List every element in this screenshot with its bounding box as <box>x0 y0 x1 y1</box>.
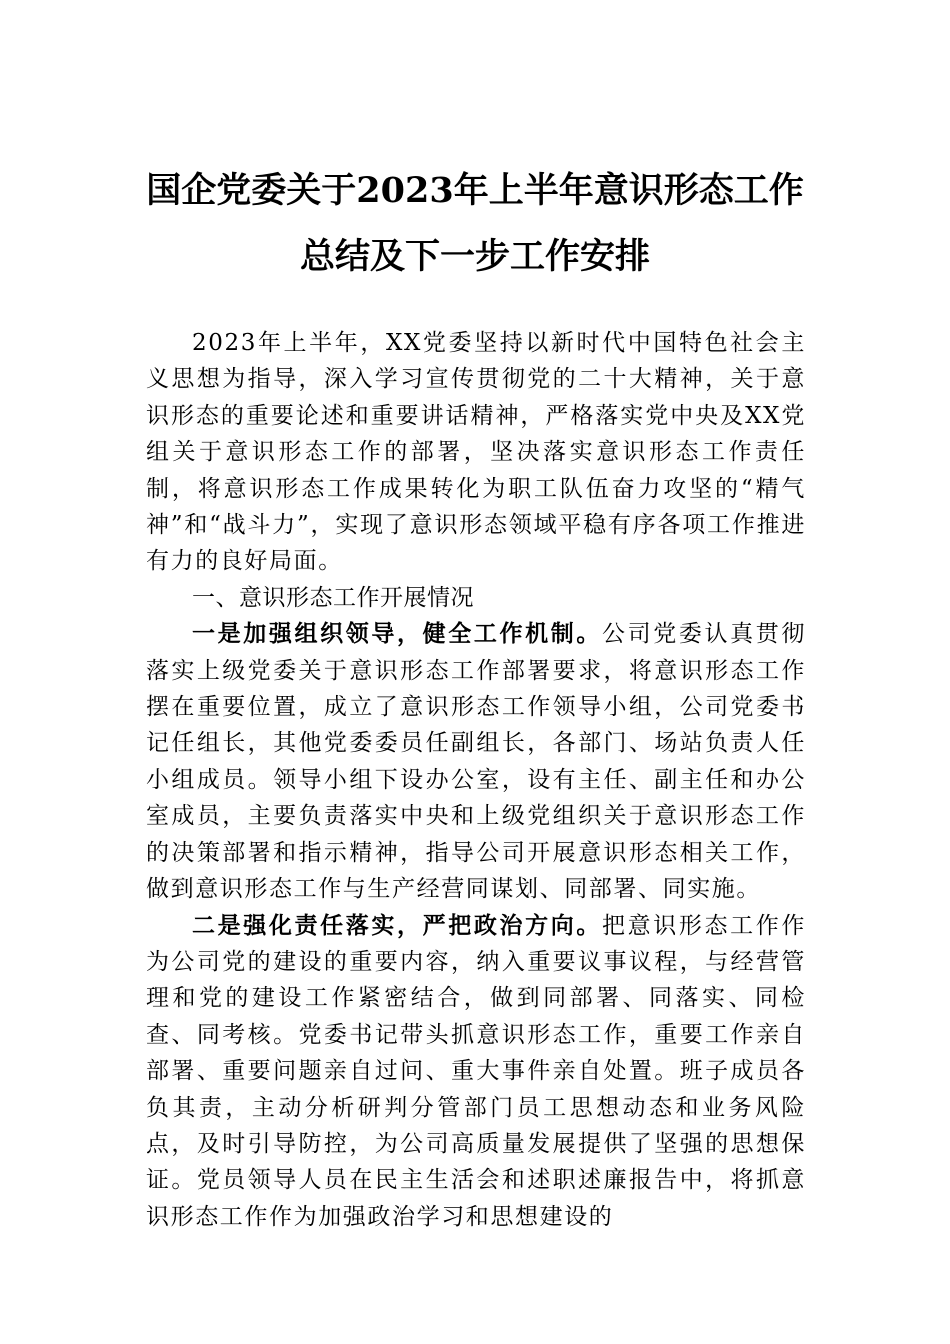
item-1-lead: 一是加强组织领导，健全工作机制。 <box>192 620 603 648</box>
item-paragraph-1 <box>146 616 806 907</box>
item-2-text: 把意识形态工作作为公司党的建设的重要内容，纳入重要议事议程，与经营管理和党的建设工作紧密结合，做到同部署、同落实、同检查、同考核。党委书记带头抓意识形态工作，重要工作亲自部署、重要问题亲自过问、重大事件亲自处置。班子成员各负其责，主动分析研判分管部门员工思想动态和业务风险点，及时引导防控，为公司高质量发展提供了坚强的思想保证。党员领导人员在民主生活会和述职述廉报告中，将抓意识形态工作作为加强政治学习和思想建设的 <box>146 912 806 1230</box>
title-line-2: 总结及下一步工作安排 <box>299 236 650 277</box>
section-heading-1: 一、意识形态工作开展情况 <box>192 584 474 611</box>
item-2-lead: 二是强化责任落实，严把政治方向。 <box>192 911 603 939</box>
intro-paragraph: 2023年上半年，XX党委坚持以新时代中国特色社会主义思想为指导，深入学习宣传贯彻党的二十大精神，关于意识形态的重要论述和重要讲话精神，严格落实党中央及XX党组关于意识形态工作的部署，坚决落实意识形态工作责任制，将意识形态工作成果转化为职工队伍奋力攻坚的“精气神”和“战斗力”，实现了意识形态领域平稳有序各项工作推进有力的良好局面。 <box>146 330 806 575</box>
item-1-text: 公司党委认真贯彻落实上级党委关于意识形态工作部署要求，将意识形态工作摆在重要位置，成立了意识形态工作领导小组，公司党委书记任组长，其他党委委员任副组长，各部门、场站负责人任小组成员。领导小组下设办公室，设有主任、副主任和办公室成员，主要负责落实中央和上级党组织关于意识形态工作的决策部署和指示精神，指导公司开展意识形态相关工作，做到意识形态工作与生产经营同谋划、同部署、同实施。 <box>146 621 806 903</box>
title-line-1: 国企党委关于2023年上半年意识形态工作 <box>146 170 804 211</box>
item-paragraph-2 <box>146 908 806 1236</box>
document-title <box>100 158 850 290</box>
document-body <box>146 325 806 1235</box>
